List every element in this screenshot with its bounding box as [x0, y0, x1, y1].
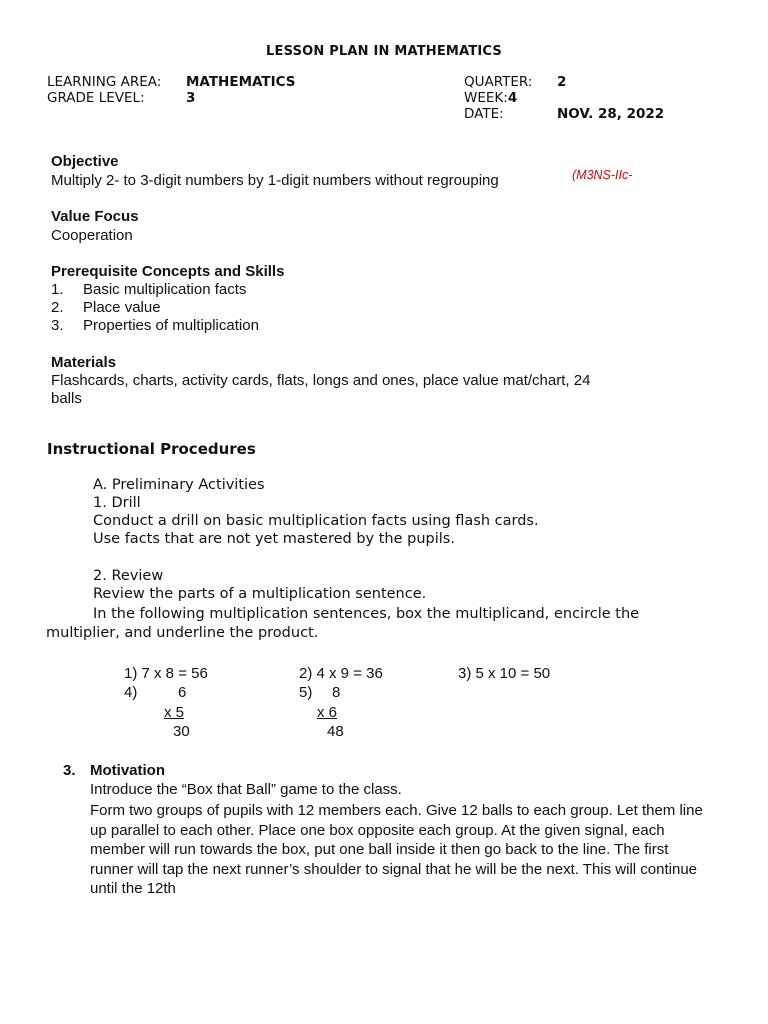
drill-heading: 1. Drill: [93, 495, 141, 511]
materials-heading: Materials: [51, 354, 117, 371]
grade-level-label: GRADE LEVEL:: [47, 90, 145, 106]
quarter-label: QUARTER:: [464, 74, 533, 90]
week-label: WEEK:: [464, 90, 508, 106]
value-focus-text: Cooperation: [51, 227, 133, 244]
quarter-value: 2: [557, 74, 567, 90]
example-4-multiplicand: 6: [178, 684, 187, 701]
motivation-paragraph: Form two groups of pupils with 12 members each. Give 12 balls to each group. Let them line up parallel to each other. Place one box opposite each group. At the given signal, each member will run towards the box, put one ball inside it then go back to the line. The first runner will tap the next runner’s shoulder to signal that he will be the next. This will continue until the 12th: [90, 802, 703, 897]
learning-area-label: LEARNING AREA:: [47, 74, 162, 90]
example-2: 2) 4 x 9 = 36: [299, 665, 383, 682]
objective-text: Multiply 2- to 3-digit numbers by 1-digit numbers without regrouping: [51, 172, 499, 189]
review-heading: 2. Review: [93, 568, 164, 584]
example-5-multiplier: x 6: [317, 704, 338, 721]
example-3: 3) 5 x 10 = 50: [458, 665, 551, 682]
competency-code: (M3NS-IIc-: [572, 168, 633, 182]
example-4-product: 30: [173, 723, 190, 740]
motivation-heading: Motivation: [90, 762, 165, 779]
review-line-1: Review the parts of a multiplication sentence.: [93, 586, 427, 602]
week-value: 4: [507, 90, 518, 106]
date-label: DATE:: [464, 106, 504, 122]
procedures-heading: Instructional Procedures: [47, 440, 256, 458]
objective-heading: Objective: [51, 153, 119, 170]
grade-level-value: 3: [186, 90, 196, 106]
prerequisite-item-3: Properties of multiplication: [83, 317, 259, 334]
prerequisite-item-1: Basic multiplication facts: [83, 281, 247, 298]
prerequisite-number-1: 1.: [51, 281, 64, 298]
week-field: [464, 90, 517, 106]
drill-line-2: Use facts that are not yet mastered by the pupils.: [93, 531, 455, 547]
materials-line-1: Flashcards, charts, activity cards, flats, longs and ones, place value mat/chart, 24: [51, 372, 591, 389]
preliminary-activities: A. Preliminary Activities: [93, 477, 265, 493]
example-4-multiplier: x 5: [164, 704, 185, 721]
example-4-label: 4): [124, 684, 138, 701]
review-paragraph: In the following multiplication sentences, box the multiplicand, encircle the multiplier, and underline the product.: [46, 606, 640, 641]
value-focus-heading: Value Focus: [51, 208, 139, 225]
motivation-intro: Introduce the “Box that Ball” game to the class.: [90, 781, 402, 798]
example-5-label: 5): [299, 684, 313, 701]
example-5-product: 48: [327, 723, 344, 740]
motivation-number: 3.: [63, 762, 76, 779]
date-value: NOV. 28, 2022: [557, 106, 665, 122]
learning-area-value: MATHEMATICS: [186, 74, 296, 90]
prerequisite-number-3: 3.: [51, 317, 64, 334]
prerequisite-number-2: 2.: [51, 299, 64, 316]
drill-line-1: Conduct a drill on basic multiplication facts using flash cards.: [93, 513, 539, 529]
prerequisite-item-2: Place value: [83, 299, 161, 316]
materials-line-2: balls: [51, 390, 82, 407]
document-title: LESSON PLAN IN MATHEMATICS: [266, 44, 502, 59]
example-5-multiplicand: 8: [332, 684, 341, 701]
prerequisites-heading: Prerequisite Concepts and Skills: [51, 263, 285, 280]
example-1: 1) 7 x 8 = 56: [124, 665, 208, 682]
